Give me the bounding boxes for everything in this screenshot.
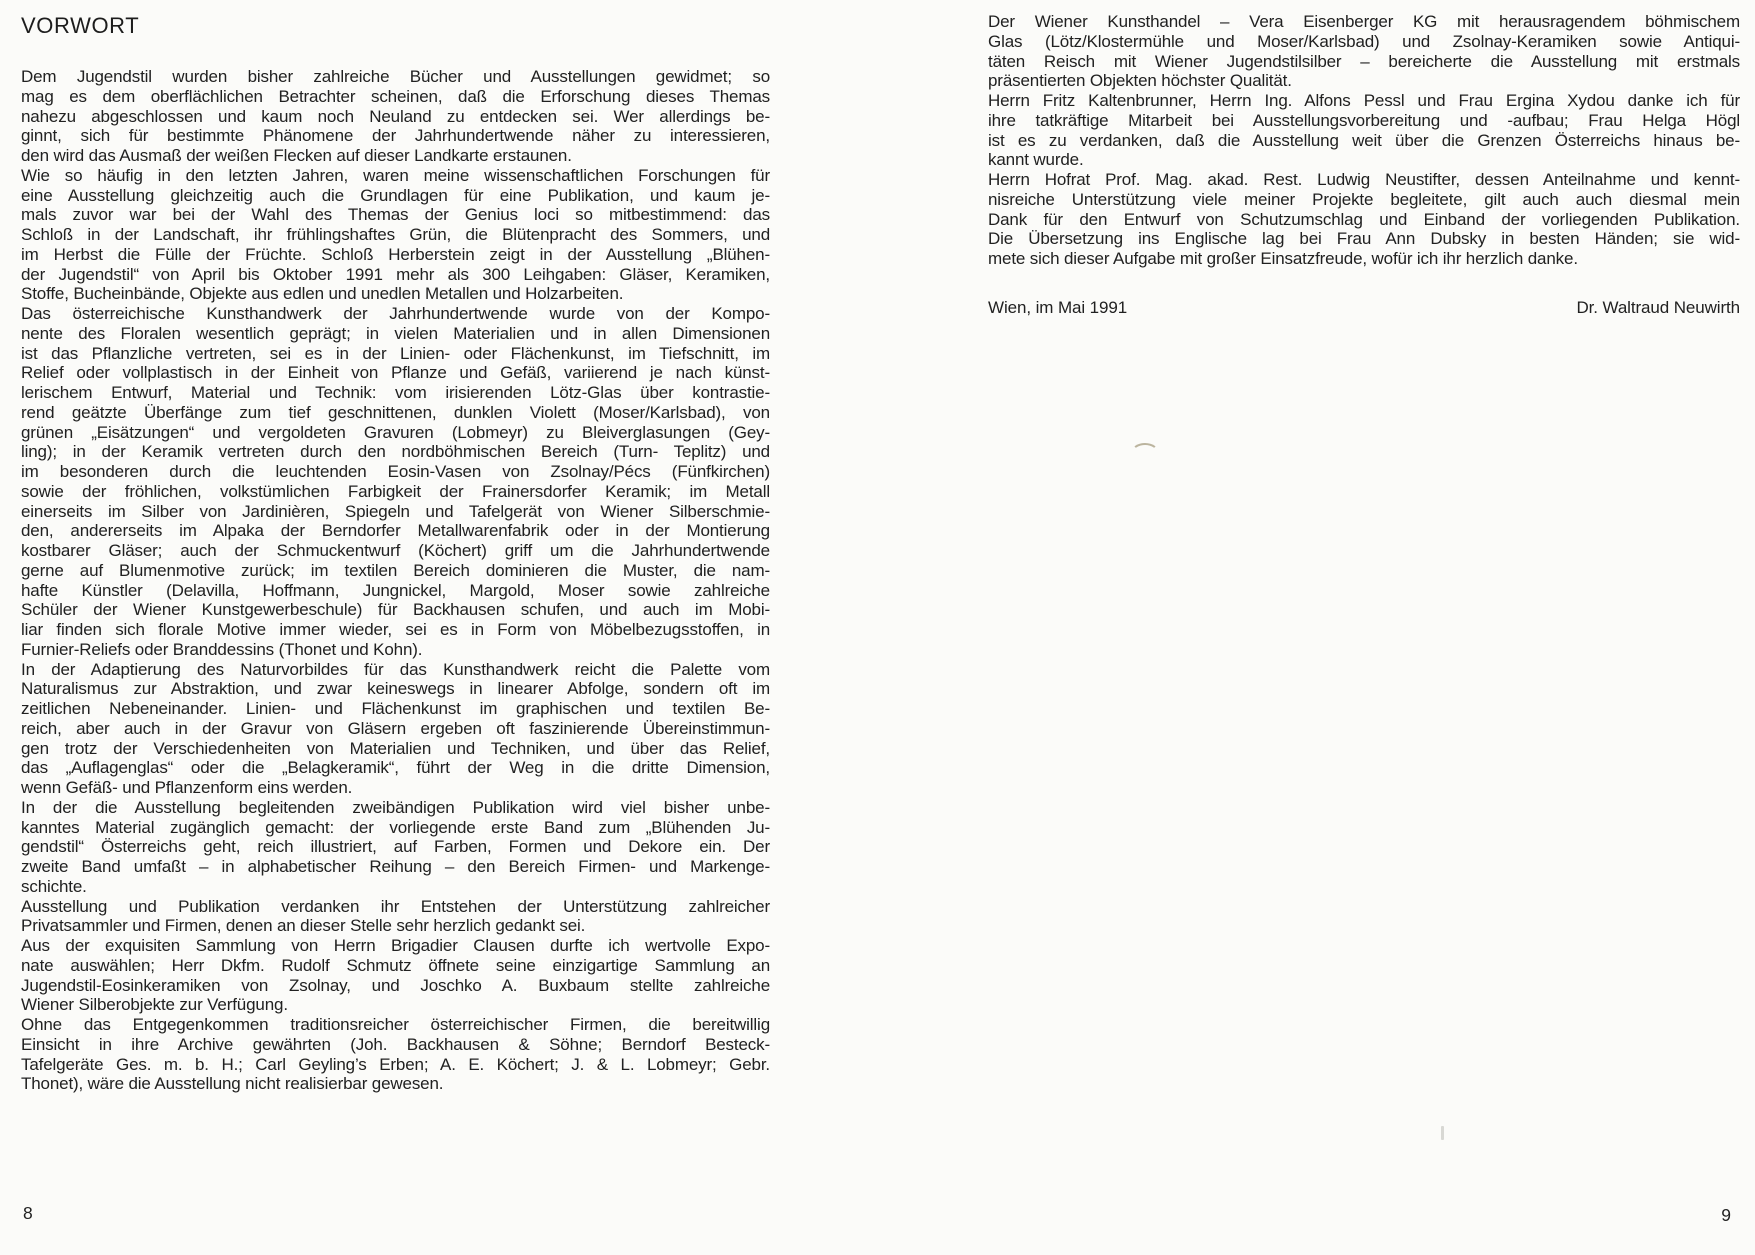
- text-line: Wiener Silberobjekte zur Verfügung.: [21, 995, 288, 1015]
- text-line: Das österreichische Kunsthandwerk der Jahrhundertwende wurde von der Kompo-: [21, 304, 770, 323]
- text-line: Die Übersetzung ins Englische lag bei Frau Ann Dubsky in besten Händen; sie wid-: [988, 229, 1740, 249]
- text-line: einerseits im Silber von Jardinièren, Spiegeln und Tafelgerät von Wiener Silberschmie-: [21, 501, 770, 521]
- text-line: Herrn Hofrat Prof. Mag. akad. Rest. Ludwig Neustifter, dessen Anteilnahme und kennt-: [988, 170, 1740, 189]
- text-line: gen trotz der Verschiedenheiten von Materialien und Techniken, und über das Relief,: [21, 738, 770, 758]
- text-line: ist es zu verdanken, daß die Ausstellung weit über die Grenzen Österreichs hinaus be-: [988, 130, 1740, 150]
- text-line: zweite Band umfaßt – in alphabetischer Reihung – den Bereich Firmen- und Markenge-: [21, 857, 770, 876]
- scan-artifact-arc: [1131, 443, 1159, 463]
- page-number-left: 8: [23, 1203, 33, 1223]
- dateline: Wien, im Mai 1991: [988, 297, 1128, 317]
- signature-row: [988, 298, 1740, 318]
- text-line: rend geätzte Überfänge zum tief geschnittenen, dunklen Violett (Moser/Karlsbad), von: [21, 402, 770, 422]
- text-line: mals zuvor war bei der Wahl des Themas der Genius loci so mitbestimmend: das: [21, 205, 770, 225]
- page-left: [21, 13, 770, 1094]
- text-line: kostbarer Gläser; auch der Schmuckentwurf (Köchert) griff um die Jahrhundertwende: [21, 541, 770, 560]
- text-line: In der Adaptierung des Naturvorbildes für das Kunsthandwerk reicht die Palette vom: [21, 659, 770, 679]
- text-line: nate auswählen; Herr Dkfm. Rudolf Schmutz öffnete seine einzigartige Sammlung an: [21, 955, 770, 975]
- text-line: kanntes Material zugänglich gemacht: der vorliegende erste Band zum „Blühenden Ju-: [21, 817, 770, 837]
- text-line: nahezu abgeschlossen und kaum noch Neuland zu entdecken sei. Wer allerdings be-: [21, 106, 770, 126]
- text-line: zeitlichen Nebeneinander. Linien- und Flächenkunst im graphischen und textilen Be-: [21, 699, 770, 718]
- text-line: Relief oder vollplastisch in der Einheit von Pflanze und Gefäß, variierend je nach künst-: [21, 363, 770, 383]
- text-line: den, andererseits im Alpaka der Berndorfer Metallwarenfabrik oder in der Montierung: [21, 521, 770, 541]
- text-line: nente des Floralen wesentlich geprägt; in vielen Materialien und in allen Dimensionen: [21, 323, 770, 343]
- text-line: gendstil“ Österreichs geht, reich illustriert, auf Farben, Formen und Dekore ein. Der: [21, 837, 770, 857]
- scan-artifact-speck: [1441, 1126, 1444, 1140]
- text-line: hafte Künstler (Delavilla, Hoffmann, Jungnickel, Margold, Moser sowie zahlreiche: [21, 580, 770, 600]
- text-line: Einsicht in ihre Archive gewährten (Joh. Backhausen & Söhne; Berndorf Besteck-: [21, 1034, 770, 1054]
- text-line: lerischem Entwurf, Material und Technik: vom irisierenden Lötz-Glas über kontrastie-: [21, 383, 770, 402]
- text-line: ihre tatkräftige Mitarbeit bei Ausstellungsvorbereitung und -aufbau; Frau Helga Högl: [988, 110, 1740, 130]
- page-title: VORWORT: [21, 13, 140, 38]
- text-line: Dem Jugendstil wurden bisher zahlreiche Bücher und Ausstellungen gewidmet; so: [21, 67, 770, 86]
- text-line: im Herbst die Fülle der Früchte. Schloß Herberstein zeigt in der Ausstellung „Blühen-: [21, 244, 770, 264]
- text-line: Tafelgeräte Ges. m. b. H.; Carl Geyling’s Erben; A. E. Köchert; J. & L. Lobmeyr; Gebr.: [21, 1054, 770, 1074]
- text-line: ling); in der Keramik vertreten durch den nordböhmischen Bereich (Turn- Teplitz) und: [21, 442, 770, 462]
- text-line: reich, aber auch in der Gravur von Gläsern ergeben oft faszinierende Übereinstimmun-: [21, 718, 770, 738]
- text-line: mag es dem oberflächlichen Betrachter scheinen, daß die Erforschung dieses Themas: [21, 86, 770, 106]
- text-line: mete sich dieser Aufgabe mit großer Einsatzfreude, wofür ich ihr herzlich danke.: [988, 249, 1578, 268]
- text-line: das „Auflagenglas“ oder die „Belagkeramik“, führt der Weg in die dritte Dimension,: [21, 758, 770, 778]
- page-number-right: 9: [1721, 1205, 1731, 1225]
- text-line: den wird das Ausmaß der weißen Flecken auf dieser Landkarte erstaunen.: [21, 146, 572, 165]
- text-line: täten Reisch mit Wiener Jugendstilsilber – bereicherte die Ausstellung mit erstmals: [988, 51, 1740, 71]
- left-text-column: [21, 67, 770, 1094]
- text-line: Ausstellung und Publikation verdanken ihr Entstehen der Unterstützung zahlreicher: [21, 896, 770, 916]
- text-line: Furnier-Reliefs oder Branddessins (Thonet und Kohn).: [21, 639, 423, 659]
- text-line: der Jugendstil“ von April bis Oktober 1991 mehr als 300 Leihgaben: Gläser, Keramiken,: [21, 264, 770, 284]
- text-line: Aus der exquisiten Sammlung von Herrn Brigadier Clausen durfte ich wertvolle Expo-: [21, 936, 770, 955]
- text-line: liar finden sich florale Motive immer wieder, sei es in Form von Möbelbezugsstoffen, in: [21, 620, 770, 639]
- text-line: präsentierten Objekten höchster Qualität.: [988, 71, 1292, 91]
- text-line: Thonet), wäre die Ausstellung nicht realisierbar gewesen.: [21, 1074, 444, 1094]
- text-line: wenn Gefäß- und Pflanzenform eins werden.: [21, 778, 353, 797]
- text-line: im besonderen durch die leuchtenden Eosin-Vasen von Zsolnay/Pécs (Fünfkirchen): [21, 462, 770, 481]
- text-line: Dank für den Entwurf von Schutzumschlag und Einband der vorliegenden Publikation.: [988, 209, 1740, 229]
- text-line: Der Wiener Kunsthandel – Vera Eisenberger KG mit herausragendem böhmischem: [988, 12, 1740, 31]
- text-line: nisreiche Unterstützung viele meiner Projekte begleitete, gilt auch auch diesmal mein: [988, 189, 1740, 209]
- text-line: schichte.: [21, 876, 87, 896]
- right-text-column: [988, 12, 1740, 269]
- text-line: ist das Pflanzliche vertreten, sei es in der Linien- oder Flächenkunst, im Tiefschnitt, im: [21, 343, 770, 363]
- text-line: Schloß in der Landschaft, ihr frühlingshaftes Grün, die Blütenpracht des Sommers, und: [21, 225, 770, 244]
- text-line: Jugendstil-Eosinkeramiken von Zsolnay, und Joschko A. Buxbaum stellte zahlreiche: [21, 975, 770, 995]
- page-right: [988, 12, 1740, 318]
- text-line: Privatsammler und Firmen, denen an dieser Stelle sehr herzlich gedankt sei.: [21, 916, 586, 936]
- text-line: ginnt, sich für bestimmte Phänomene der Jahrhundertwende näher zu interessieren,: [21, 126, 770, 146]
- text-line: Herrn Fritz Kaltenbrunner, Herrn Ing. Alfons Pessl und Frau Ergina Xydou danke ich für: [988, 91, 1740, 110]
- text-line: Stoffe, Bucheinbände, Objekte aus edlen und unedlen Metallen und Holzarbeiten.: [21, 284, 624, 304]
- text-line: eine Ausstellung gleichzeitig auch die Grundlagen für eine Publikation, und kaum je-: [21, 185, 770, 205]
- text-line: sowie der fröhlichen, volkstümlichen Farbigkeit der Frainersdorfer Keramik; im Metall: [21, 481, 770, 501]
- text-line: Glas (Lötz/Klostermühle und Moser/Karlsbad) und Zsolnay-Keramiken sowie Antiqui-: [988, 31, 1740, 51]
- text-line: In der die Ausstellung begleitenden zweibändigen Publikation wird viel bisher unbe-: [21, 797, 770, 817]
- text-line: gerne auf Blumenmotive zurück; im textilen Bereich dominieren die Muster, die nam-: [21, 560, 770, 580]
- text-line: Schüler der Wiener Kunstgewerbeschule) für Backhausen schufen, und auch im Mobi-: [21, 600, 770, 620]
- signature: Dr. Waltraud Neuwirth: [1576, 297, 1740, 317]
- text-line: Wie so häufig in den letzten Jahren, waren meine wissenschaftlichen Forschungen für: [21, 165, 770, 185]
- text-line: grünen „Eisätzungen“ und vergoldeten Gravuren (Lobmeyr) zu Bleiverglasungen (Gey-: [21, 422, 770, 442]
- text-line: Ohne das Entgegenkommen traditionsreicher österreichischer Firmen, die bereitwillig: [21, 1015, 770, 1034]
- text-line: Naturalismus zur Abstraktion, und zwar keineswegs in linearer Abfolge, sondern oft im: [21, 679, 770, 699]
- text-line: kannt wurde.: [988, 150, 1084, 170]
